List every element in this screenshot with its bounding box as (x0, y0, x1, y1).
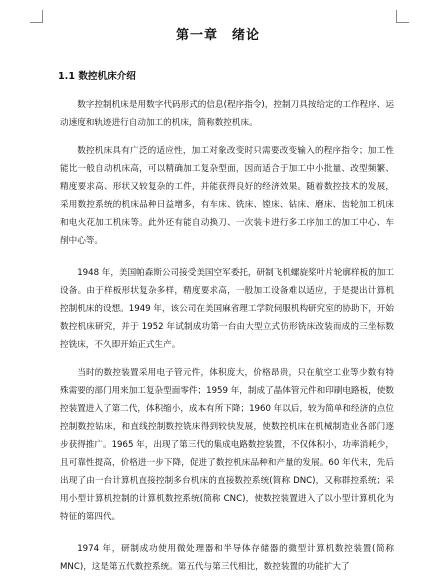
paragraph-5: 1974 年，研制成功使用微处理器和半导体存储器的微型计算机数控装置(简称 MNC)，这是第五代数控系统。第五代与第三代相比，数控装置的功能扩大了 (60, 544, 394, 572)
page-corner-mark-top-left (30, 10, 43, 23)
paragraph-1: 数字控制机床是用数字代码形式的信息(程序指令)，控制刀具按给定的工作程序、运动速度和轨迹进行自动加工的机床，简称数控机床。 (60, 100, 394, 128)
paragraph-2: 数控机床具有广泛的适应性，加工对象改变时只需要改变输入的程序指令；加工性能比一般自动机床高，可以精确加工复杂型面，因而适合于加工中小批量、改型频繁、精度要求高、形状又较复杂的工件，并能获得良好的经济效果。随着数控技术的发展，采用数控系统的机床品种日益增多，有车床、铣床、镗床、钻床、磨床、齿轮加工机床和电火花加工机床等。此外还有能自动换刀、一次装卡进行多工序加工的加工中心、车削中心等。 (60, 146, 394, 246)
paragraph-4: 当时的数控装置采用电子管元件，体积庞大，价格昂贵，只在航空工业等少数有特殊需要的部门用来加工复杂型面零件；1959 年，制成了晶体管元件和印刷电路板，使数控装置进入了第二代，体积缩小，成本有所下降；1960 年以后，较为简单和经济的点位控制数控钻床，和直线控制数控铣床得到较快发展，使数控机床在机械制造业各部门逐步获得推广。1965 年，出现了第三代的集成电路数控装置，不仅体积小，功率消耗少，且可靠性提高，价格进一步下降，促进了数控机床品种和产量的发展。60 年代末，先后出现了由一台计算机直接控制多台机床的直接数控系统(简称 DNC)，又称群控系统；采用小型计算机控制的计算机数控系统(简称 CNC)，使数控装置进入了以小型计算机化为特征的第四代。 (60, 368, 394, 522)
page-corner-mark-top-right (396, 10, 409, 23)
paragraph-3: 1948 年，美国帕森斯公司接受美国空军委托，研制飞机螺旋桨叶片轮廓样板的加工设备。由于样板形状复杂多样，精度要求高，一般加工设备难以适应，于是提出计算机控制机床的设想。1949 年，该公司在美国麻省理工学院伺服机构研究室的协助下，开始数控机床研究，并于 1952 年试制成功第一台由大型立式仿形铣床改装而成的三坐标数控铣床，不久即开始正式生产。 (60, 268, 394, 350)
chapter-title: 第一章 绪论 (175, 28, 260, 43)
section-heading: 1.1 数控机床介绍 (58, 71, 136, 82)
